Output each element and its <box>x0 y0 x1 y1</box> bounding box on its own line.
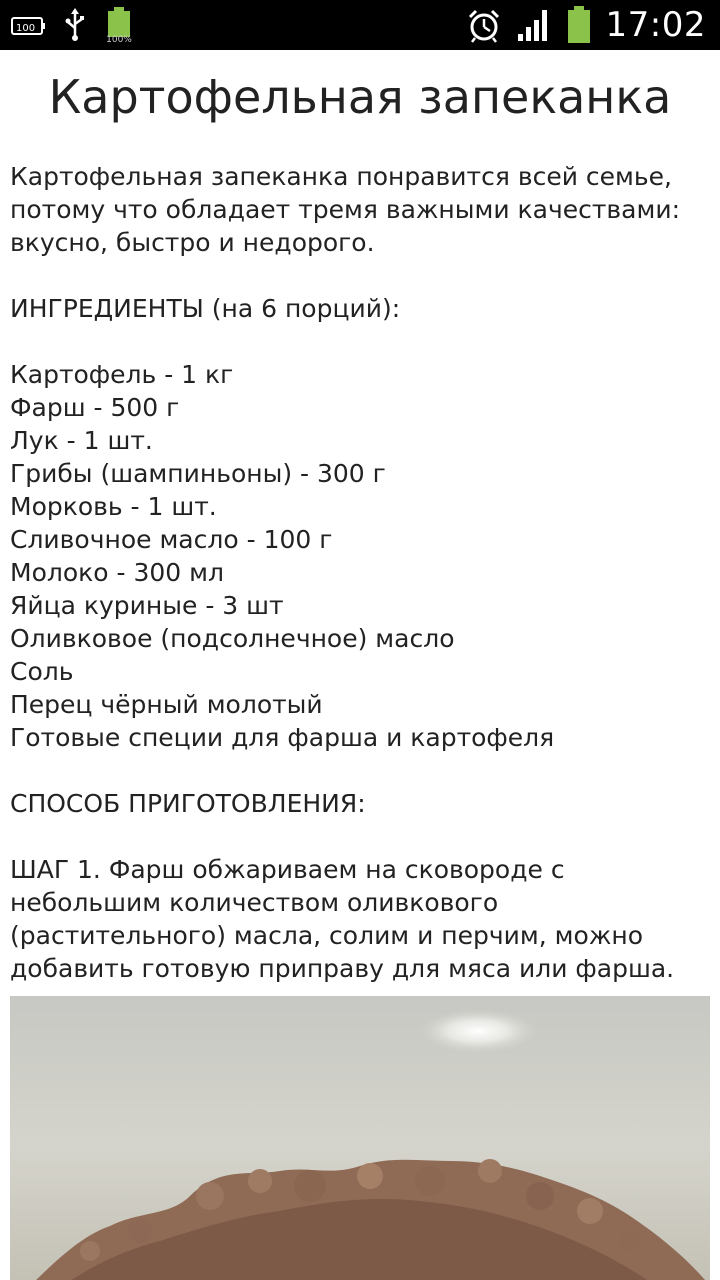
battery-small-icon <box>104 7 134 43</box>
step-1-text <box>0 853 720 985</box>
status-bar <box>0 0 720 50</box>
ingredient-item: Грибы (шампиньоны) - 300 г <box>10 459 386 488</box>
intro-line: вкусно, быстро и недорого. <box>10 228 375 257</box>
step-line: (растительного) масла, солим и перчим, можно <box>10 921 643 950</box>
intro-paragraph <box>0 160 720 259</box>
method-heading: СПОСОБ ПРИГОТОВЛЕНИЯ: <box>10 789 366 818</box>
article-scroll-view[interactable] <box>0 50 720 1280</box>
signal-icon <box>516 8 552 42</box>
ingredients-list <box>0 358 720 754</box>
status-bar-right <box>466 0 706 50</box>
intro-line: потому что обладает тремя важными качествами: <box>10 195 681 224</box>
intro-line: Картофельная запеканка понравится всей семье, <box>10 162 672 191</box>
step-line: добавить готовую приправу для мяса или фарша. <box>10 954 675 983</box>
ingredient-item: Лук - 1 шт. <box>10 426 153 455</box>
alarm-icon <box>466 7 502 43</box>
clock: 17:02 <box>605 5 706 45</box>
status-bar-left <box>10 6 134 44</box>
page-title: Картофельная запеканка <box>48 70 672 124</box>
step-1-photo <box>10 996 710 1280</box>
ingredient-item: Картофель - 1 кг <box>10 360 234 389</box>
ingredients-heading: ИНГРЕДИЕНТЫ (на 6 порций): <box>10 294 401 323</box>
ingredient-item: Сливочное масло - 100 г <box>10 525 333 554</box>
ingredient-item: Молоко - 300 мл <box>10 558 224 587</box>
ingredient-item: Фарш - 500 г <box>10 393 180 422</box>
ingredient-item: Яйца куриные - 3 шт <box>10 591 284 620</box>
ingredient-item: Готовые специи для фарша и картофеля <box>10 723 555 752</box>
usb-icon <box>64 8 86 42</box>
battery-icon <box>566 6 592 44</box>
ingredient-item: Морковь - 1 шт. <box>10 492 217 521</box>
step-line: небольшим количеством оливкового <box>10 888 499 917</box>
svg-text:100: 100 <box>16 23 36 34</box>
ingredient-item: Соль <box>10 657 74 686</box>
ingredient-item: Оливковое (подсолнечное) масло <box>10 624 455 653</box>
ingredient-item: Перец чёрный молотый <box>10 690 323 719</box>
sd-card-icon <box>10 12 46 38</box>
step-line: ШАГ 1. Фарш обжариваем на сковороде с <box>10 855 565 884</box>
battery-percent-label: 100% <box>106 35 132 45</box>
